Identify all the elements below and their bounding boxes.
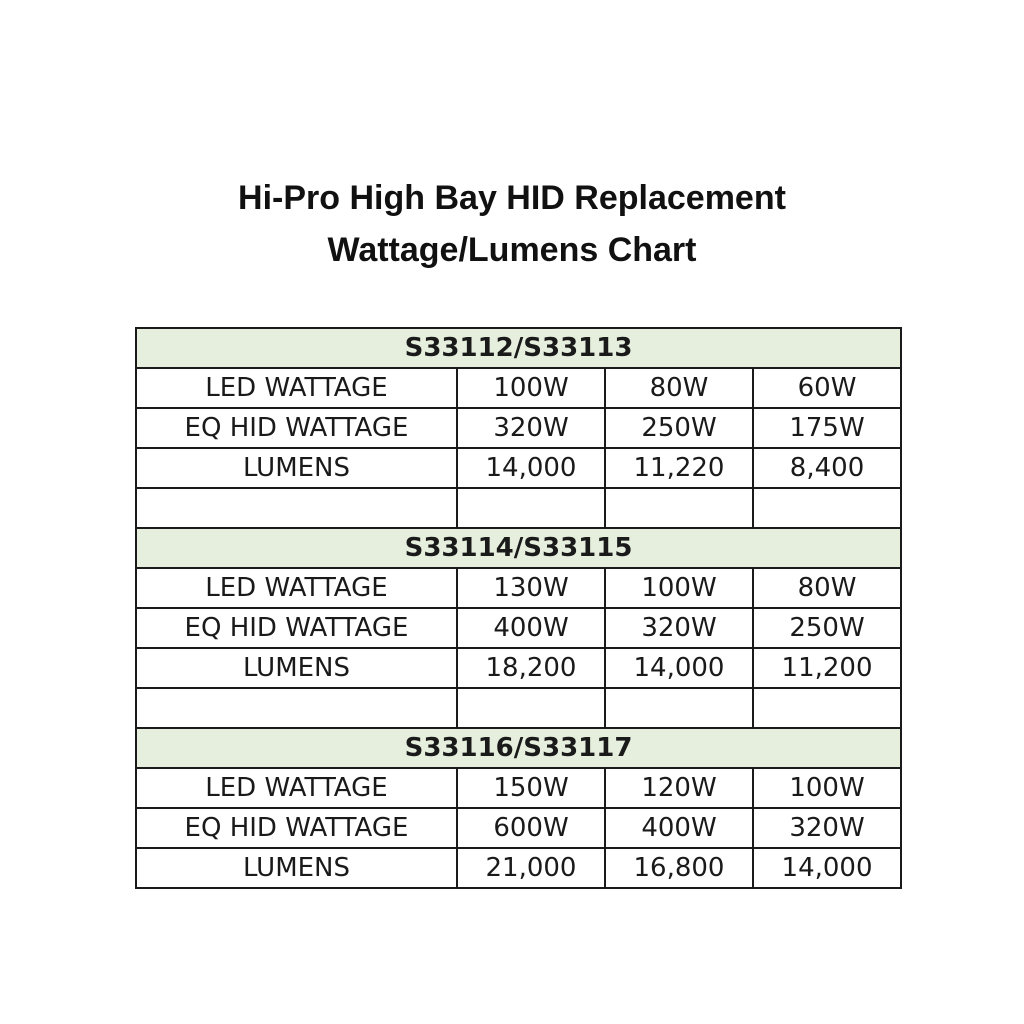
empty-cell [136, 488, 457, 528]
table-cell: 11,220 [605, 448, 753, 488]
empty-cell [753, 488, 901, 528]
spacer-row [136, 488, 901, 528]
table-cell: 400W [457, 608, 605, 648]
table-row [136, 448, 901, 488]
table-cell: 11,200 [753, 648, 901, 688]
table-row [136, 368, 901, 408]
group-header-row [136, 728, 901, 768]
row-label: EQ HID WATTAGE [136, 408, 457, 448]
title-line-2: Wattage/Lumens Chart [327, 231, 697, 269]
row-label: LUMENS [136, 648, 457, 688]
title-line-1: Hi-Pro High Bay HID Replacement [238, 179, 786, 217]
table-cell: 400W [605, 808, 753, 848]
row-label: LUMENS [136, 448, 457, 488]
table-cell: 80W [605, 368, 753, 408]
row-label: LED WATTAGE [136, 568, 457, 608]
table-row [136, 768, 901, 808]
empty-cell [753, 688, 901, 728]
chart-title [0, 172, 1024, 276]
table-cell: 60W [753, 368, 901, 408]
table-row [136, 408, 901, 448]
table-row [136, 808, 901, 848]
row-label: EQ HID WATTAGE [136, 808, 457, 848]
row-label: LUMENS [136, 848, 457, 888]
table-cell: 100W [457, 368, 605, 408]
table-cell: 250W [753, 608, 901, 648]
table-cell: 320W [457, 408, 605, 448]
group-header: S33116/S33117 [136, 728, 901, 768]
table-cell: 320W [753, 808, 901, 848]
table-cell: 320W [605, 608, 753, 648]
table-cell: 14,000 [605, 648, 753, 688]
table-cell: 100W [753, 768, 901, 808]
row-label: LED WATTAGE [136, 368, 457, 408]
table-cell: 21,000 [457, 848, 605, 888]
table-cell: 8,400 [753, 448, 901, 488]
table-cell: 14,000 [753, 848, 901, 888]
table-cell: 80W [753, 568, 901, 608]
row-label: LED WATTAGE [136, 768, 457, 808]
table-cell: 130W [457, 568, 605, 608]
empty-cell [605, 688, 753, 728]
group-header-row [136, 328, 901, 368]
wattage-lumens-table [135, 327, 902, 889]
table-cell: 14,000 [457, 448, 605, 488]
table-cell: 16,800 [605, 848, 753, 888]
table-cell: 150W [457, 768, 605, 808]
row-label: EQ HID WATTAGE [136, 608, 457, 648]
table-cell: 100W [605, 568, 753, 608]
table-row [136, 848, 901, 888]
table-cell: 250W [605, 408, 753, 448]
empty-cell [605, 488, 753, 528]
table-cell: 120W [605, 768, 753, 808]
empty-cell [457, 488, 605, 528]
table-row [136, 648, 901, 688]
table-cell: 600W [457, 808, 605, 848]
group-header-row [136, 528, 901, 568]
table-row [136, 608, 901, 648]
empty-cell [136, 688, 457, 728]
empty-cell [457, 688, 605, 728]
group-header: S33112/S33113 [136, 328, 901, 368]
group-header: S33114/S33115 [136, 528, 901, 568]
table-cell: 18,200 [457, 648, 605, 688]
table-cell: 175W [753, 408, 901, 448]
spacer-row [136, 688, 901, 728]
table-row [136, 568, 901, 608]
